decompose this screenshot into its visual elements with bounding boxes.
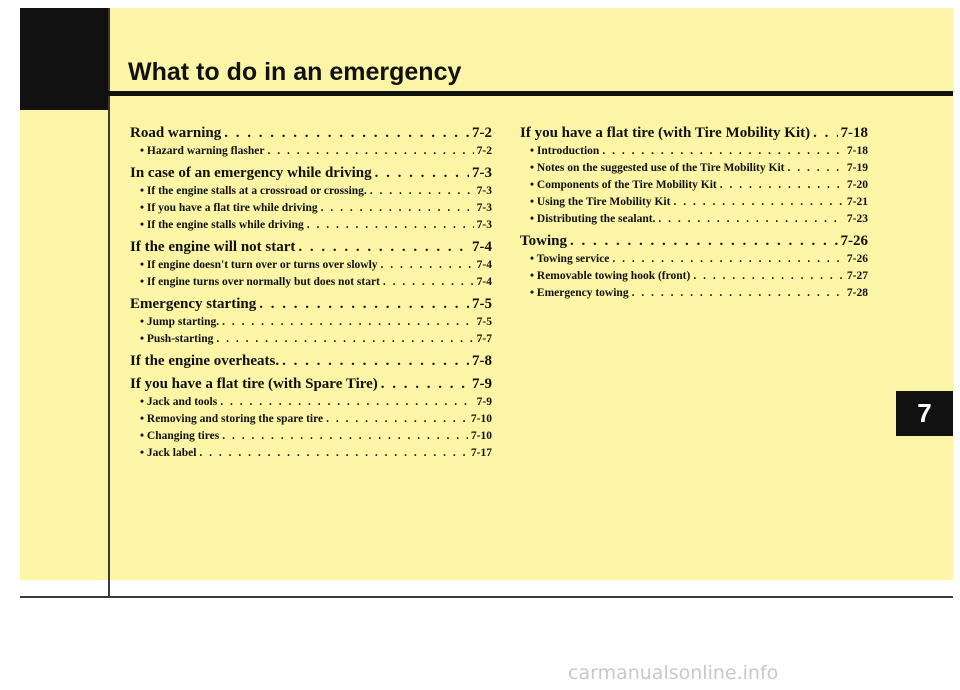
toc-item-entry[interactable] <box>130 183 492 200</box>
toc-page-number: 7-4 <box>472 239 492 255</box>
toc-dot-leader <box>381 257 474 274</box>
toc-dot-leader <box>370 183 474 200</box>
toc-entry-label: Road warning <box>130 125 222 141</box>
toc-page-number: 7-3 <box>476 202 492 214</box>
toc-section-entry[interactable] <box>130 351 492 371</box>
toc-dot-leader <box>673 194 843 211</box>
toc-item-entry[interactable] <box>520 143 868 160</box>
toc-entry-label: If you have a flat tire (with Spare Tire) <box>130 376 378 392</box>
toc-section-entry[interactable] <box>520 123 868 143</box>
toc-page-number: 7-28 <box>846 287 868 299</box>
toc-entry-label: If the engine overheats. <box>130 353 280 369</box>
toc-item-entry[interactable] <box>130 394 492 411</box>
toc-dot-leader <box>375 163 469 183</box>
toc-dot-leader <box>381 374 469 394</box>
toc-dot-leader <box>222 428 468 445</box>
toc-column-right <box>520 123 868 302</box>
toc-page-number: 7-3 <box>472 165 492 181</box>
toc-page-number: 7-5 <box>472 296 492 312</box>
toc-item-entry[interactable] <box>520 251 868 268</box>
toc-page-number: 7-7 <box>476 333 492 345</box>
toc-dot-leader <box>632 285 844 302</box>
toc-item-entry[interactable] <box>130 274 492 291</box>
toc-item-entry[interactable] <box>520 285 868 302</box>
toc-page-number: 7-2 <box>472 125 492 141</box>
toc-dot-leader <box>216 331 473 348</box>
toc-dot-leader <box>267 143 473 160</box>
footer-rule <box>20 596 953 598</box>
watermark-text: carmanualsonline.info <box>568 662 779 684</box>
toc-dot-leader <box>570 231 838 251</box>
toc-dot-leader <box>720 177 844 194</box>
toc-entry-label: • Jack and tools <box>140 396 218 408</box>
toc-entry-label: • Push-starting <box>140 333 214 345</box>
toc-item-entry[interactable] <box>130 217 492 234</box>
toc-entry-label: • Jack label <box>140 447 197 459</box>
toc-item-entry[interactable] <box>520 268 868 285</box>
toc-entry-label: • If the engine stalls at a crossroad or crossing. <box>140 185 367 197</box>
toc-item-entry[interactable] <box>130 314 492 331</box>
toc-entry-label: • If engine doesn't turn over or turns over slowly <box>140 259 378 271</box>
toc-item-entry[interactable] <box>130 445 492 462</box>
toc-entry-label: • Hazard warning flasher <box>140 145 265 157</box>
toc-dot-leader <box>658 211 843 228</box>
toc-page-number: 7-17 <box>470 447 492 459</box>
toc-item-entry[interactable] <box>130 331 492 348</box>
header-black-block <box>20 8 109 110</box>
toc-section-entry[interactable] <box>130 123 492 143</box>
toc-item-entry[interactable] <box>520 160 868 177</box>
toc-section-entry[interactable] <box>130 294 492 314</box>
toc-item-entry[interactable] <box>130 200 492 217</box>
toc-page-number: 7-23 <box>846 213 868 225</box>
toc-page-number: 7-5 <box>476 316 492 328</box>
toc-page-number: 7-3 <box>476 185 492 197</box>
toc-dot-leader <box>383 274 474 291</box>
toc-page-number: 7-2 <box>476 145 492 157</box>
toc-page-number: 7-21 <box>846 196 868 208</box>
toc-page-number: 7-9 <box>472 376 492 392</box>
toc-entry-label: In case of an emergency while driving <box>130 165 372 181</box>
toc-page-number: 7-8 <box>472 353 492 369</box>
chapter-tab[interactable]: 7 <box>896 391 953 436</box>
toc-page-number: 7-27 <box>846 270 868 282</box>
toc-dot-leader <box>612 251 843 268</box>
toc-section-entry[interactable] <box>130 237 492 257</box>
toc-entry-label: If the engine will not start <box>130 239 296 255</box>
toc-page-number: 7-10 <box>470 413 492 425</box>
toc-dot-leader <box>224 123 469 143</box>
toc-entry-label: • Using the Tire Mobility Kit <box>530 196 671 208</box>
toc-item-entry[interactable] <box>130 143 492 160</box>
toc-entry-label: • If engine turns over normally but does not start <box>140 276 380 288</box>
toc-entry-label: • Towing service <box>530 253 610 265</box>
toc-item-entry[interactable] <box>520 194 868 211</box>
toc-entry-label: • Components of the Tire Mobility Kit <box>530 179 717 191</box>
toc-entry-label: • If you have a flat tire while driving <box>140 202 318 214</box>
toc-entry-label: • Distributing the sealant. <box>530 213 656 225</box>
toc-item-entry[interactable] <box>520 211 868 228</box>
toc-entry-label: • Introduction <box>530 145 600 157</box>
toc-dot-leader <box>787 160 843 177</box>
toc-page-number: 7-4 <box>476 259 492 271</box>
toc-dot-leader <box>298 237 469 257</box>
toc-dot-leader <box>222 314 474 331</box>
toc-item-entry[interactable] <box>130 428 492 445</box>
toc-entry-label: Emergency starting <box>130 296 257 312</box>
toc-item-entry[interactable] <box>520 177 868 194</box>
toc-entry-label: • If the engine stalls while driving <box>140 219 304 231</box>
title-underline-rule <box>108 91 953 96</box>
toc-dot-leader <box>326 411 468 428</box>
toc-entry-label: • Jump starting. <box>140 316 220 328</box>
toc-entry-label: Towing <box>520 233 567 249</box>
toc-entry-label: • Removing and storing the spare tire <box>140 413 324 425</box>
toc-dot-leader <box>282 351 469 371</box>
toc-item-entry[interactable] <box>130 257 492 274</box>
toc-page-number: 7-20 <box>846 179 868 191</box>
toc-dot-leader <box>602 143 844 160</box>
toc-page-number: 7-19 <box>846 162 868 174</box>
toc-entry-label: • Emergency towing <box>530 287 629 299</box>
toc-dot-leader <box>321 200 474 217</box>
toc-page-number: 7-26 <box>846 253 868 265</box>
toc-dot-leader <box>199 445 467 462</box>
toc-page-number: 7-9 <box>476 396 492 408</box>
left-margin-rule <box>108 8 110 598</box>
toc-section-entry[interactable] <box>520 231 868 251</box>
toc-dot-leader <box>259 294 469 314</box>
toc-entry-label: • Notes on the suggested use of the Tire Mobility Kit <box>530 162 785 174</box>
toc-page-number: 7-3 <box>476 219 492 231</box>
toc-page-number: 7-26 <box>840 233 868 249</box>
toc-dot-leader <box>813 123 837 143</box>
toc-section-entry[interactable] <box>130 374 492 394</box>
toc-column-left <box>130 123 492 462</box>
toc-entry-label: • Changing tires <box>140 430 220 442</box>
toc-section-entry[interactable] <box>130 163 492 183</box>
toc-dot-leader <box>307 217 474 234</box>
toc-page-number: 7-18 <box>840 125 868 141</box>
toc-dot-leader <box>220 394 473 411</box>
toc-dot-leader <box>693 268 844 285</box>
toc-page-number: 7-18 <box>846 145 868 157</box>
toc-entry-label: If you have a flat tire (with Tire Mobility Kit) <box>520 125 811 141</box>
toc-page-number: 7-4 <box>476 276 492 288</box>
toc-entry-label: • Removable towing hook (front) <box>530 270 691 282</box>
page-title: What to do in an emergency <box>128 58 462 86</box>
toc-page-number: 7-10 <box>470 430 492 442</box>
toc-item-entry[interactable] <box>130 411 492 428</box>
